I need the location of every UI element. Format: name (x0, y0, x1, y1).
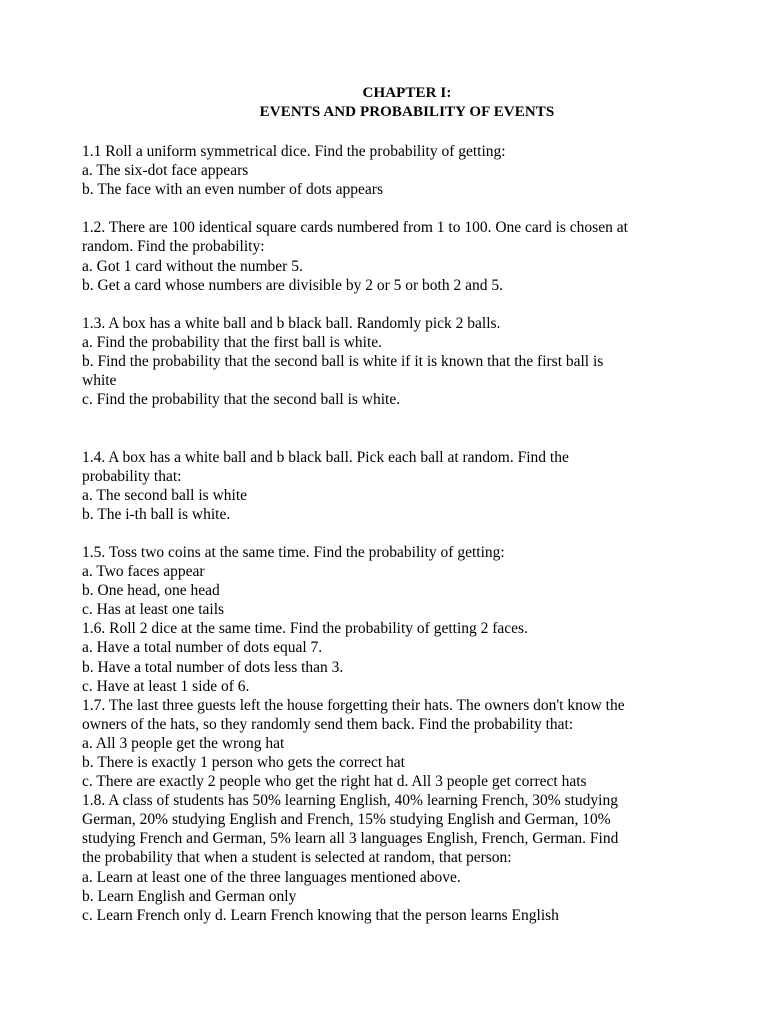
problem-1-2 (82, 218, 728, 294)
problem-line: 1.3. A box has a white ball and b black ball. Randomly pick 2 balls. (82, 314, 501, 332)
problem-line: a. Have a total number of dots equal 7. (82, 639, 323, 657)
problem-line: the probability that when a student is selected at random, that person: (82, 849, 512, 867)
problem-line: 1.4. A box has a white ball and b black ball. Pick each ball at random. Find the (82, 448, 569, 466)
problem-line: b. Learn English and German only (82, 887, 297, 905)
problem-line: c. Have at least 1 side of 6. (82, 677, 250, 695)
problem-line: c. Learn French only d. Learn French knowing that the person learns English (82, 906, 559, 924)
problem-1-3 (82, 314, 728, 409)
spacer (82, 409, 728, 447)
problem-line: c. There are exactly 2 people who get the right hat d. All 3 people get correct hats (82, 773, 587, 791)
problem-line: b. The i-th ball is white. (82, 505, 231, 523)
problem-line: a. The six-dot face appears (82, 162, 249, 180)
problem-line: random. Find the probability: (82, 238, 265, 256)
problem-line: c. Find the probability that the second ball is white. (82, 391, 401, 409)
problem-line: b. There is exactly 1 person who gets the correct hat (82, 754, 405, 771)
problem-line: b. The face with an even number of dots appears (82, 181, 383, 199)
problem-line: b. Get a card whose numbers are divisible by 2 or 5 or both 2 and 5. (82, 276, 503, 294)
problem-line: white (82, 372, 117, 390)
problem-line: a. Find the probability that the first ball is white. (82, 333, 383, 351)
problem-line: b. One head, one head (82, 582, 220, 600)
problem-line: 1.1 Roll a uniform symmetrical dice. Find the probability of getting: (82, 143, 506, 160)
problem-line: owners of the hats, so they randomly send them back. Find the probability that: (82, 715, 574, 733)
problem-line: a. Learn at least one of the three languages mentioned above. (82, 868, 461, 886)
problem-line: b. Find the probability that the second ball is white if it is known that the first ball is (82, 353, 604, 371)
spacer (82, 199, 728, 218)
problem-line: c. Has at least one tails (82, 601, 225, 619)
problems-1-5-to-1-8 (82, 543, 728, 925)
spacer (82, 524, 728, 543)
problem-line: 1.5. Toss two coins at the same time. Find the probability of getting: (82, 543, 505, 561)
problem-line: 1.2. There are 100 identical square cards numbered from 1 to 100. One card is chosen at (82, 219, 628, 237)
problem-line: German, 20% studying English and French, 15% studying English and German, 10% (82, 811, 611, 829)
problem-line: a. The second ball is white (82, 486, 248, 504)
problem-1-4 (82, 448, 728, 524)
problem-line: b. Have a total number of dots less than 3. (82, 658, 344, 676)
problem-line: 1.6. Roll 2 dice at the same time. Find the probability of getting 2 faces. (82, 620, 528, 638)
spacer (82, 295, 728, 314)
chapter-title: EVENTS AND PROBABILITY OF EVENTS (259, 104, 555, 120)
problem-line: probability that: (82, 467, 182, 485)
problem-1-1 (82, 142, 728, 199)
problem-line: a. Two faces appear (82, 563, 205, 581)
problem-list (82, 142, 728, 925)
problem-line: studying French and German, 5% learn all 3 languages English, French, German. Find (82, 830, 619, 848)
problem-line: 1.8. A class of students has 50% learning English, 40% learning French, 30% studying (82, 792, 618, 810)
problem-line: 1.7. The last three guests left the house forgetting their hats. The owners don't know the (82, 696, 625, 714)
chapter-label: CHAPTER I: (362, 85, 452, 101)
problem-line: a. Got 1 card without the number 5. (82, 257, 303, 275)
problem-line: a. All 3 people get the wrong hat (82, 734, 285, 752)
